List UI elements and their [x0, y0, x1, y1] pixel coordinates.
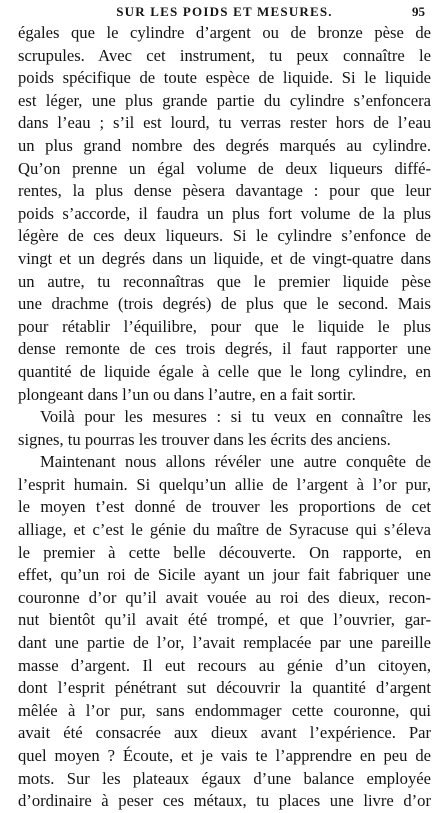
- text-line: plongeant dans l’un ou dans l’autre, en a fait sortir.: [18, 384, 356, 404]
- text-line: avait été consacrée aux dieux avant l’expérience. Par: [18, 723, 431, 743]
- text-line: est léger, une plus grande partie du cylindre s’enfoncera: [18, 90, 431, 110]
- text-line: effet, qu’un roi de Sicile ayant un jour fait fabriquer une: [18, 565, 431, 585]
- text-line: alliage, et c’est le génie du maître de Syracuse qui s’éleva: [18, 520, 431, 540]
- text-line: un autre, tu reconnaîtras que le premier liquide pèse: [18, 271, 431, 291]
- text-line: masse d’argent. Il eut recours au génie d’un citoyen,: [18, 655, 431, 675]
- text-line: pour rétablir l’équilibre, pour que le liquide le plus: [18, 316, 431, 336]
- text-line: quel moyen ? Écoute, et je vais te l’apprendre en peu de: [18, 746, 431, 765]
- text-line: nut bientôt qu’il avait été trompé, et que l’ouvrier, gar-: [18, 610, 431, 630]
- text-line: mêlée à l’or pur, sans endommager cette couronne, qui: [18, 700, 431, 720]
- text-line: Maintenant nous allons révéler une autre conquête de: [40, 452, 431, 472]
- text-line: rentes, la plus dense pèsera davantage : pour que leur: [18, 181, 431, 201]
- text-line: quantité de liquide égale à celle que le long cylindre, en: [18, 361, 431, 381]
- text-line: dense remonte de ces trois degrés, il faut rapporter une: [18, 339, 431, 359]
- text-line: d’ordinaire à peser ces métaux, tu places une livre d’or: [18, 791, 431, 811]
- text-line: poids s’accorde, il faudra un plus fort volume de la plus: [18, 203, 431, 223]
- text-line: Qu’on prenne un égal volume de deux liqueurs diffé-: [18, 158, 431, 178]
- text-line: le moyen t’est donné de trouver les proportions de cet: [18, 497, 431, 517]
- text-line: le premier à cette belle découverte. On rapporte, en: [18, 542, 431, 562]
- running-title: SUR LES POIDS ET MESURES.: [116, 4, 333, 19]
- text-line: vingt et un degrés dans un liquide, et de vingt-quatre dans: [18, 248, 431, 268]
- running-head: [18, 0, 431, 22]
- text-line: une drachme (trois degrés) de plus que le second. Mais: [18, 294, 431, 314]
- text-line: Voilà pour les mesures : si tu veux en connaître les: [40, 407, 431, 427]
- text-line: l’esprit humain. Si quelqu’un allie de l’argent à l’or pur,: [18, 474, 431, 494]
- text-line: égales que le cylindre d’argent ou de bronze pèse de: [18, 23, 431, 42]
- text-line: légère de ces deux liqueurs. Si le cylindre s’enfonce de: [18, 226, 431, 246]
- text-line: dont l’esprit pénétrant sut découvrir la quantité d’argent: [18, 678, 431, 698]
- body-text: [18, 22, 431, 813]
- text-line: poids spécifique de toute espèce de liquide. Si le liquide: [18, 68, 431, 88]
- page-number: 95: [412, 4, 425, 19]
- text-line: scrupules. Avec cet instrument, tu peux connaître le: [18, 45, 431, 65]
- text-line: dant une partie de l’or, l’avait remplacée par une pareille: [18, 633, 431, 653]
- text-line: dans l’eau ; s’il est lourd, tu verras rester hors de l’eau: [18, 113, 431, 133]
- text-line: signes, tu pourras les trouver dans les écrits des anciens.: [18, 429, 391, 449]
- text-line: couronne d’or qu’il avait vouée au roi des dieux, recon-: [18, 587, 431, 607]
- text-line: un plus grand nombre des degrés marqués au cylindre.: [18, 135, 431, 155]
- text-line: mots. Sur les plateaux égaux d’une balance employée: [18, 768, 431, 788]
